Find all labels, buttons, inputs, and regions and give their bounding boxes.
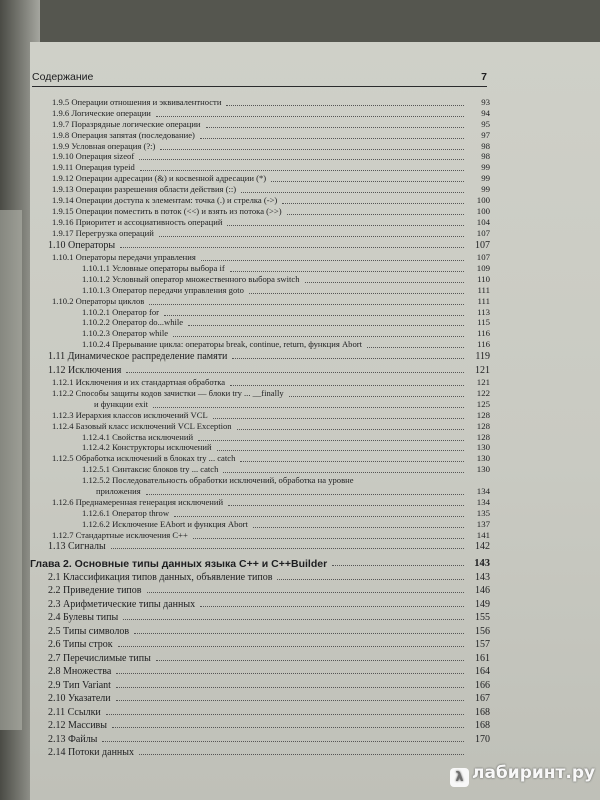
dot-leader	[134, 632, 464, 634]
dot-leader	[102, 740, 464, 742]
toc-entry-title: 1.9.12 Операции адресации (&) и косвенной адресации (*)	[52, 173, 267, 184]
dot-leader	[174, 515, 464, 517]
dot-leader	[237, 428, 464, 430]
toc-entry	[30, 162, 490, 173]
dot-leader	[217, 449, 464, 451]
toc-entry-title: 1.9.6 Логические операции	[52, 107, 151, 118]
toc-entry-page: 135	[476, 507, 490, 518]
toc-entry	[30, 364, 490, 378]
toc-entry-page: 141	[476, 529, 490, 540]
toc-entry-page: 97	[481, 129, 490, 140]
toc-entry-page: 134	[476, 486, 490, 496]
watermark-text: лабиринт.ру	[472, 763, 596, 783]
toc-entry	[30, 97, 490, 108]
toc-entry-title: 2.10 Указатели	[48, 693, 111, 705]
toc-entry-page: 170	[475, 733, 490, 745]
toc-entry-title: 2.5 Типы символов	[48, 625, 130, 637]
toc-entry-title: 1.9.14 Операции доступа к элементам: точка (.) и стрелка (->)	[52, 195, 278, 206]
toc-entry-page: 155	[475, 612, 490, 624]
toc-entry	[30, 141, 490, 152]
toc-entry	[30, 239, 490, 253]
toc-entry-title: 1.9.17 Перегрузка операций	[52, 227, 154, 238]
toc-entry	[30, 598, 490, 612]
dot-leader	[153, 406, 464, 408]
toc-entry-page: 142	[475, 541, 490, 553]
dot-leader	[271, 180, 464, 182]
toc-entry-title: 1.10.1.2 Условный оператор множественного выбора switch	[82, 273, 300, 284]
toc-entry-title: 1.12.6.2 Исключение EAbort и функция Abort	[82, 518, 248, 529]
toc-entry-page: 116	[477, 339, 490, 350]
toc-entry	[30, 530, 490, 541]
dot-leader	[159, 235, 464, 237]
toc-entry-title: 1.11 Динамическое распределение памяти	[48, 351, 228, 363]
toc-entry-title: 1.12.4.2 Конструкторы исключений	[82, 442, 212, 453]
dot-leader	[116, 672, 464, 674]
toc-entry	[30, 108, 490, 119]
dot-leader	[146, 493, 464, 495]
toc-entry	[30, 453, 490, 464]
toc-entry-page: 119	[475, 351, 490, 363]
facing-page-edge	[0, 210, 22, 730]
dot-leader	[118, 645, 464, 647]
toc-entry	[30, 706, 490, 720]
toc-entry-page: 128	[476, 420, 490, 431]
dot-leader	[200, 605, 464, 607]
dot-leader	[213, 417, 464, 419]
toc-entry-title: 1.10.2.2 Оператор do...while	[82, 317, 184, 328]
toc-entry-page: 116	[477, 328, 490, 339]
toc-entry-page: 161	[475, 652, 490, 664]
toc-entry-page: 122	[476, 387, 490, 398]
toc-entry-page: 130	[476, 442, 490, 453]
toc-entry-title: 1.9.5 Операции отношения и эквивалентности	[52, 97, 222, 107]
toc-entry-page: 115	[477, 317, 490, 328]
toc-entry	[30, 665, 490, 679]
toc-entry-title: 2.2 Приведение типов	[48, 585, 142, 597]
toc-entry	[30, 206, 490, 217]
toc-entry-title: 1.9.13 Операции разрешения области действия (::)	[52, 184, 237, 195]
toc-entry	[30, 475, 490, 486]
toc-entry-title: 1.12.1 Исключения и их стандартная обработка	[52, 377, 226, 388]
toc-entry-title: 1.12.5.2 Последовательность обработки исключений, обработка на уровне	[82, 475, 354, 486]
toc-entry-title: 2.3 Арифметические типы данных	[48, 598, 196, 610]
page-number: 7	[481, 71, 487, 83]
toc-entry-title: 1.9.9 Условная операция (?:)	[52, 140, 156, 151]
toc-entry	[30, 339, 490, 350]
toc-entry-title: и функции exit	[94, 398, 149, 409]
dot-leader	[193, 537, 464, 539]
toc-entry	[30, 464, 490, 475]
dot-leader	[305, 281, 464, 283]
toc-entry	[30, 571, 490, 585]
toc-entry	[30, 217, 490, 228]
toc-entry-title: 1.12.2 Способы защиты кодов зачистки — блоки try ... __finally	[52, 387, 284, 398]
toc-entry-title: 1.10.2 Операторы циклов	[52, 295, 145, 306]
toc-entry-title: 1.13 Сигналы	[48, 541, 106, 553]
toc-entry	[30, 486, 490, 497]
toc-entry-page: 99	[481, 162, 490, 173]
running-header	[32, 70, 487, 87]
toc-entry-page: 113	[477, 306, 490, 317]
toc-entry	[30, 652, 490, 666]
dot-leader	[289, 395, 464, 397]
toc-entry-title: 1.9.8 Операция запятая (последование)	[52, 129, 195, 140]
toc-entry-title: 1.12.6 Преднамеренная генерация исключений	[52, 496, 224, 507]
toc-entry	[30, 497, 490, 508]
dot-leader	[206, 126, 464, 128]
dot-leader	[120, 246, 464, 248]
toc-entry	[30, 519, 490, 530]
toc-entry-page: 99	[481, 173, 490, 184]
toc-entry	[30, 508, 490, 519]
toc-entry	[30, 442, 490, 453]
toc-entry-page: 130	[476, 464, 490, 475]
dot-leader	[230, 384, 464, 386]
toc-entry	[30, 307, 490, 318]
toc-entry-page: 100	[476, 195, 490, 206]
toc-entry	[30, 119, 490, 130]
toc-entry-page: 93	[481, 97, 490, 107]
dot-leader	[147, 591, 464, 593]
toc-entry	[30, 151, 490, 162]
toc-entry	[30, 584, 490, 598]
toc-entry	[30, 328, 490, 339]
toc-entry-page: 99	[481, 184, 490, 195]
dot-leader	[200, 137, 464, 139]
toc-entry-title: 1.9.15 Операции поместить в поток (<<) и взять из потока (>>)	[52, 205, 282, 216]
toc-entry-page: 167	[475, 693, 490, 705]
toc-entry-title: 1.12 Исключения	[48, 364, 122, 376]
toc-entry-page: 149	[475, 598, 490, 610]
toc-entry	[30, 285, 490, 296]
toc-entry-page: 98	[481, 151, 490, 162]
watermark	[450, 763, 595, 787]
dot-leader	[111, 547, 464, 549]
dot-leader	[253, 526, 464, 528]
toc-entry-page: 143	[475, 571, 490, 583]
dot-leader	[156, 115, 464, 117]
toc-entry-page: 168	[475, 720, 490, 732]
toc-entry	[30, 557, 490, 571]
dot-leader	[123, 618, 464, 620]
toc-entry	[30, 228, 490, 239]
toc-entry-title: 1.9.7 Поразрядные логические операции	[52, 118, 201, 129]
toc-entry	[30, 350, 490, 364]
toc-entry-page: 109	[476, 262, 490, 273]
toc-entry-title: 2.1 Классификация типов данных, объявление типов	[48, 571, 273, 583]
dot-leader	[226, 104, 464, 106]
dot-leader	[228, 504, 464, 506]
dot-leader	[140, 169, 464, 171]
dot-leader	[240, 460, 464, 462]
toc-entry	[30, 274, 490, 285]
toc-entry-title: 2.9 Тип Variant	[48, 679, 111, 691]
toc-entry	[30, 173, 490, 184]
toc-entry-page: 125	[476, 398, 490, 409]
toc-entry-title: 1.12.5.1 Синтаксис блоков try ... catch	[82, 464, 219, 475]
toc-entry	[30, 252, 490, 263]
toc-entry-title: 1.12.3 Иерархия классов исключений VCL	[52, 409, 208, 420]
toc-entry-title: 1.9.16 Приоритет и ассоциативность операций	[52, 216, 223, 227]
labyrinth-logo-icon: λ	[450, 768, 469, 787]
toc-entry-title: 1.12.5 Обработка исключений в блоках try ... catch	[52, 453, 236, 464]
toc-entry-title: 1.10.1.1 Условные операторы выбора if	[82, 262, 225, 273]
toc-entry	[30, 410, 490, 421]
toc-entry	[30, 638, 490, 652]
toc-entry	[30, 421, 490, 432]
dot-leader	[332, 564, 464, 566]
dot-leader	[223, 471, 464, 473]
toc-entry-page: 128	[476, 431, 490, 442]
toc-entry-page: 156	[475, 625, 490, 637]
toc-entry	[30, 263, 490, 274]
toc-entry-page: 107	[475, 239, 490, 251]
toc-entry-page: 95	[481, 118, 490, 129]
dot-leader	[106, 713, 464, 715]
toc-entry-page: 111	[477, 284, 490, 295]
toc-entry	[30, 432, 490, 443]
toc-entry-page: 111	[477, 295, 490, 306]
toc-entry-title: 1.12.6.1 Оператор throw	[82, 507, 170, 518]
dot-leader	[112, 726, 464, 728]
toc-entry-title: 2.11 Ссылки	[48, 706, 101, 718]
toc-entry-page: 94	[481, 107, 490, 118]
toc-entry	[30, 611, 490, 625]
dot-leader	[139, 158, 464, 160]
toc-entry-title: 1.12.4 Базовый класс исключений VCL Exception	[52, 420, 232, 431]
dot-leader	[160, 148, 464, 150]
toc-entry-page: 107	[476, 252, 490, 263]
toc-entry	[30, 540, 490, 554]
toc-entry-page: 104	[476, 216, 490, 227]
dot-leader	[173, 335, 464, 337]
toc-entry	[30, 733, 490, 747]
toc-entry-page: 134	[476, 496, 490, 507]
dot-leader	[198, 439, 464, 441]
dot-leader	[230, 270, 464, 272]
toc-entry	[30, 317, 490, 328]
toc-entry-title: 1.10.2.1 Оператор for	[82, 306, 159, 317]
toc-entry	[30, 746, 490, 760]
toc-entry-title: 1.10.2.3 Оператор while	[82, 328, 169, 339]
dot-leader	[116, 699, 464, 701]
dot-leader	[367, 346, 464, 348]
toc-entry-page: 130	[476, 453, 490, 464]
dot-leader	[282, 202, 464, 204]
toc-entry-title: 1.10.1 Операторы передачи управления	[52, 252, 196, 263]
toc-entry-title: Глава 2. Основные типы данных языка C++ и C++Builder	[30, 557, 328, 570]
toc-entry-title: 1.12.7 Стандартные исключения C++	[52, 529, 188, 540]
book-page	[30, 42, 600, 800]
toc-entry-page: 110	[477, 273, 490, 284]
toc-entry-title: 2.14 Потоки данных	[48, 747, 134, 759]
toc-entry	[30, 184, 490, 195]
toc-entry-title: 1.9.11 Операция typeid	[52, 162, 135, 173]
toc-entry-page: 168	[475, 706, 490, 718]
dot-leader	[201, 259, 464, 261]
toc-entry-page: 164	[475, 666, 490, 678]
toc-entry-title: 2.13 Файлы	[48, 733, 98, 745]
toc-entry-page: 157	[475, 639, 490, 651]
toc-entry	[30, 296, 490, 307]
dot-leader	[139, 753, 464, 755]
toc-entry-title: 1.9.10 Операция sizeof	[52, 151, 135, 162]
dot-leader	[287, 213, 464, 215]
toc-entry	[30, 130, 490, 141]
toc-entry	[30, 625, 490, 639]
running-header-title: Содержание	[32, 71, 94, 83]
toc-entry-page: 166	[475, 679, 490, 691]
toc-entry-page: 121	[475, 364, 490, 376]
dot-leader	[188, 324, 464, 326]
dot-leader	[232, 357, 464, 359]
dot-leader	[156, 659, 464, 661]
dot-leader	[116, 686, 464, 688]
dot-leader	[227, 224, 464, 226]
toc-entry-page: 143	[474, 557, 490, 569]
toc-entry-title: 1.10.1.3 Оператор передачи управления goto	[82, 284, 244, 295]
dot-leader	[241, 191, 464, 193]
toc-entry-title: 1.10.2.4 Прерывание цикла: операторы break, continue, return, функция Abort	[82, 339, 363, 350]
toc-entry-page: 98	[481, 140, 490, 151]
toc-entry-title: 2.12 Массивы	[48, 720, 107, 732]
toc-entry-title: 1.10 Операторы	[48, 239, 116, 251]
toc-entry-page: 137	[476, 518, 490, 529]
toc-entry	[30, 719, 490, 733]
toc-entry-title: 2.4 Булевы типы	[48, 612, 119, 624]
toc-entry-title: 2.6 Типы строк	[48, 639, 113, 651]
toc-entry-page: 107	[476, 227, 490, 238]
toc-entry-page: 121	[476, 377, 490, 388]
toc-entry-page: 128	[476, 409, 490, 420]
dot-leader	[249, 292, 464, 294]
toc-entry	[30, 399, 490, 410]
toc-entry-page: 100	[476, 205, 490, 216]
toc-entry	[30, 679, 490, 693]
dot-leader	[126, 371, 464, 373]
toc-entry-page: 146	[475, 585, 490, 597]
toc-entry	[30, 195, 490, 206]
toc-entry-title: приложения	[96, 486, 141, 496]
dot-leader	[164, 314, 464, 316]
toc-entry	[30, 692, 490, 706]
toc-entry	[30, 388, 490, 399]
table-of-contents	[30, 97, 490, 760]
toc-entry-title: 2.7 Перечислимые типы	[48, 652, 151, 664]
dot-leader	[149, 303, 464, 305]
dot-leader	[277, 578, 464, 580]
toc-entry-title: 2.8 Множества	[48, 666, 112, 678]
toc-entry-title: 1.12.4.1 Свойства исключений	[82, 431, 194, 442]
toc-entry	[30, 377, 490, 388]
